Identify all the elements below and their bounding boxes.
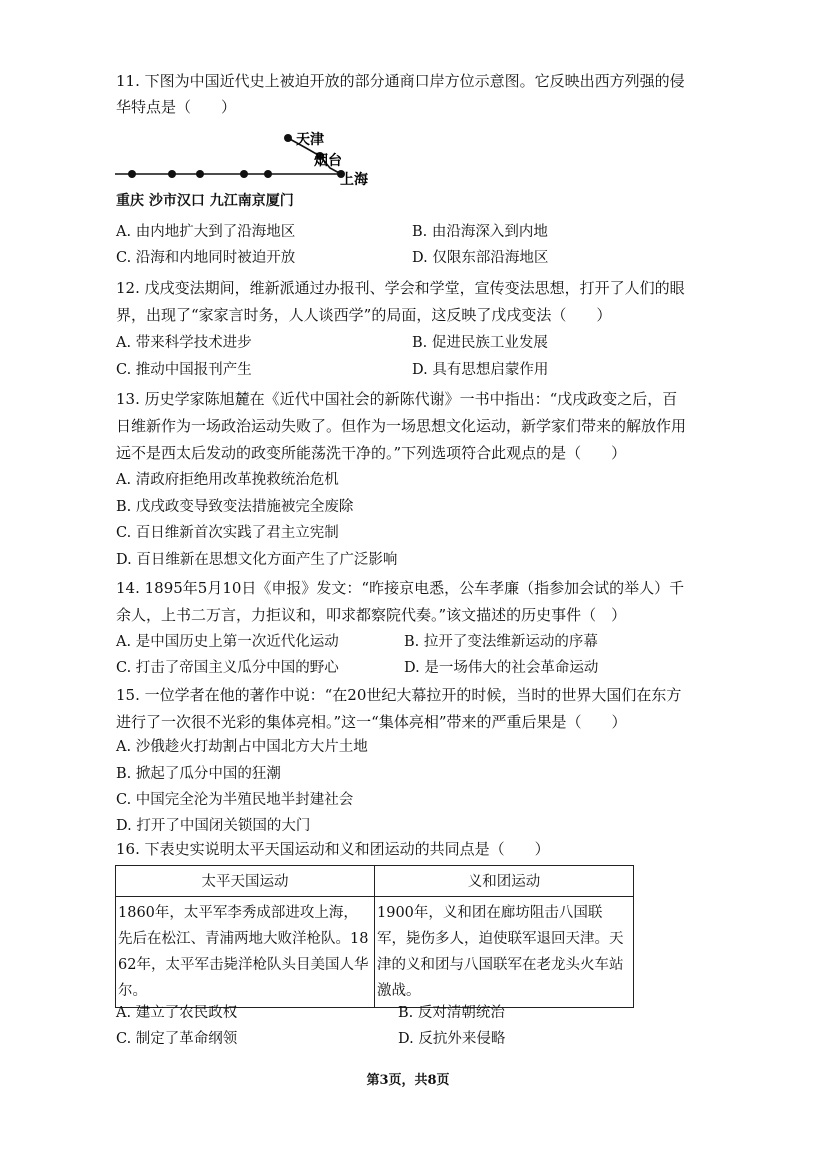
q16-option-a[interactable]: A. 建立了农民政权: [116, 1005, 238, 1021]
q13-stem-line2: 日维新作为一场政治运动失败了。但作为一场思想文化运动，新学家们带来的解放作用: [116, 417, 687, 435]
q11-map-yangtze-ports: 重庆 沙市汉口 九江南京厦门: [116, 193, 294, 209]
q14-option-d[interactable]: D. 是一场伟大的社会革命运动: [404, 660, 599, 676]
q14-stem-line1: 14. 1895年5月10日《申报》发文：“昨接京电悉，公车孝廉（指参加会试的举人）千: [116, 579, 685, 597]
q12-stem-line1: 12. 戊戌变法期间，维新派通过办报刊、学会和学堂，宣传变法思想，打开了人们的眼: [116, 279, 685, 297]
port-dot: [240, 170, 248, 178]
q16-comparison-table: [115, 865, 634, 1008]
q12-option-d[interactable]: D. 具有思想启蒙作用: [412, 362, 549, 378]
port-label-tianjin: 天津: [296, 132, 324, 148]
q13-option-c[interactable]: C. 百日维新首次实践了君主立宪制: [116, 525, 339, 541]
q12-option-c[interactable]: C. 推动中国报刊产生: [116, 362, 252, 378]
table-header-row: [116, 866, 634, 897]
q15-option-d[interactable]: D. 打开了中国闭关锁国的大门: [116, 818, 311, 834]
q12-option-a[interactable]: A. 带来科学技术进步: [116, 335, 252, 351]
table-header-boxer: 义和团运动: [375, 866, 634, 897]
q11-option-c[interactable]: C. 沿海和内地同时被迫开放: [116, 250, 296, 266]
q15-stem-line2: 进行了一次很不光彩的集体亮相。”这一“集体亮相”带来的严重后果是（ ）: [116, 713, 627, 731]
q15-option-b[interactable]: B. 掀起了瓜分中国的狂潮: [116, 766, 281, 782]
q16-option-d[interactable]: D. 反抗外来侵略: [398, 1031, 506, 1047]
port-dot: [284, 134, 292, 142]
q15-stem-line1: 15. 一位学者在他的著作中说：“在20世纪大幕拉开的时候，当时的世界大国们在东方: [116, 686, 682, 704]
q14-option-a[interactable]: A. 是中国历史上第一次近代化运动: [116, 634, 339, 650]
page-number-footer: 第3页，共8页: [366, 1073, 450, 1088]
port-dot: [168, 170, 176, 178]
table-row: [116, 897, 634, 1008]
q14-option-c[interactable]: C. 打击了帝国主义瓜分中国的野心: [116, 660, 339, 676]
q12-stem-line2: 界，出现了“家家言时务，人人谈西学”的局面，这反映了戊戌变法（ ）: [116, 306, 612, 324]
q11-option-a[interactable]: A. 由内地扩大到了沿海地区: [116, 224, 296, 240]
q13-option-b[interactable]: B. 戊戌政变导致变法措施被完全废除: [116, 499, 354, 515]
q13-option-d[interactable]: D. 百日维新在思想文化方面产生了广泛影响: [116, 552, 398, 568]
q14-option-b[interactable]: B. 拉开了变法维新运动的序幕: [404, 634, 598, 650]
table-header-taiping: 太平天国运动: [116, 866, 375, 897]
port-label-yantai: 烟台: [314, 153, 342, 169]
port-label-shanghai: 上海: [340, 172, 368, 188]
q11-stem-line1: 11. 下图为中国近代史上被迫开放的部分通商口岸方位示意图。它反映出西方列强的侵: [116, 72, 685, 90]
port-dot: [264, 170, 272, 178]
q15-option-c[interactable]: C. 中国完全沦为半殖民地半封建社会: [116, 792, 354, 808]
q16-stem: 16. 下表史实说明太平天国运动和义和团运动的共同点是（ ）: [116, 840, 550, 858]
q16-option-c[interactable]: C. 制定了革命纲领: [116, 1031, 238, 1047]
table-cell-taiping: 1860年，太平军李秀成部进攻上海，先后在松江、青浦两地大败洋枪队。1862年，太平军击毙洋枪队头目美国人华尔。: [116, 897, 375, 1008]
port-dot: [196, 170, 204, 178]
q13-stem-line3: 远不是西太后发动的政变所能荡洗干净的。”下列选项符合此观点的是（ ）: [116, 444, 627, 462]
table-cell-boxer: 1900年，义和团在廊坊阻击八国联军，毙伤多人，迫使联军退回天津。天津的义和团与八国联军在老龙头火车站激战。: [375, 897, 634, 1008]
q11-option-b[interactable]: B. 由沿海深入到内地: [412, 224, 548, 240]
port-dot: [128, 170, 136, 178]
q11-stem-line2: 华特点是（ ）: [116, 98, 237, 116]
q13-stem-line1: 13. 历史学家陈旭麓在《近代中国社会的新陈代谢》一书中指出：“戊戌政变之后，百: [116, 390, 678, 408]
q16-option-b[interactable]: B. 反对清朝统治: [398, 1005, 505, 1021]
q15-option-a[interactable]: A. 沙俄趁火打劫割占中国北方大片土地: [116, 739, 368, 755]
q12-option-b[interactable]: B. 促进民族工业发展: [412, 335, 548, 351]
q11-option-d[interactable]: D. 仅限东部沿海地区: [412, 250, 549, 266]
q13-option-a[interactable]: A. 清政府拒绝用改革挽救统治危机: [116, 472, 339, 488]
q14-stem-line2: 余人，上书二万言，力拒议和，叩求都察院代奏。”该文描述的历史事件（ ）: [116, 606, 627, 624]
trade-ports-map: [110, 128, 370, 188]
